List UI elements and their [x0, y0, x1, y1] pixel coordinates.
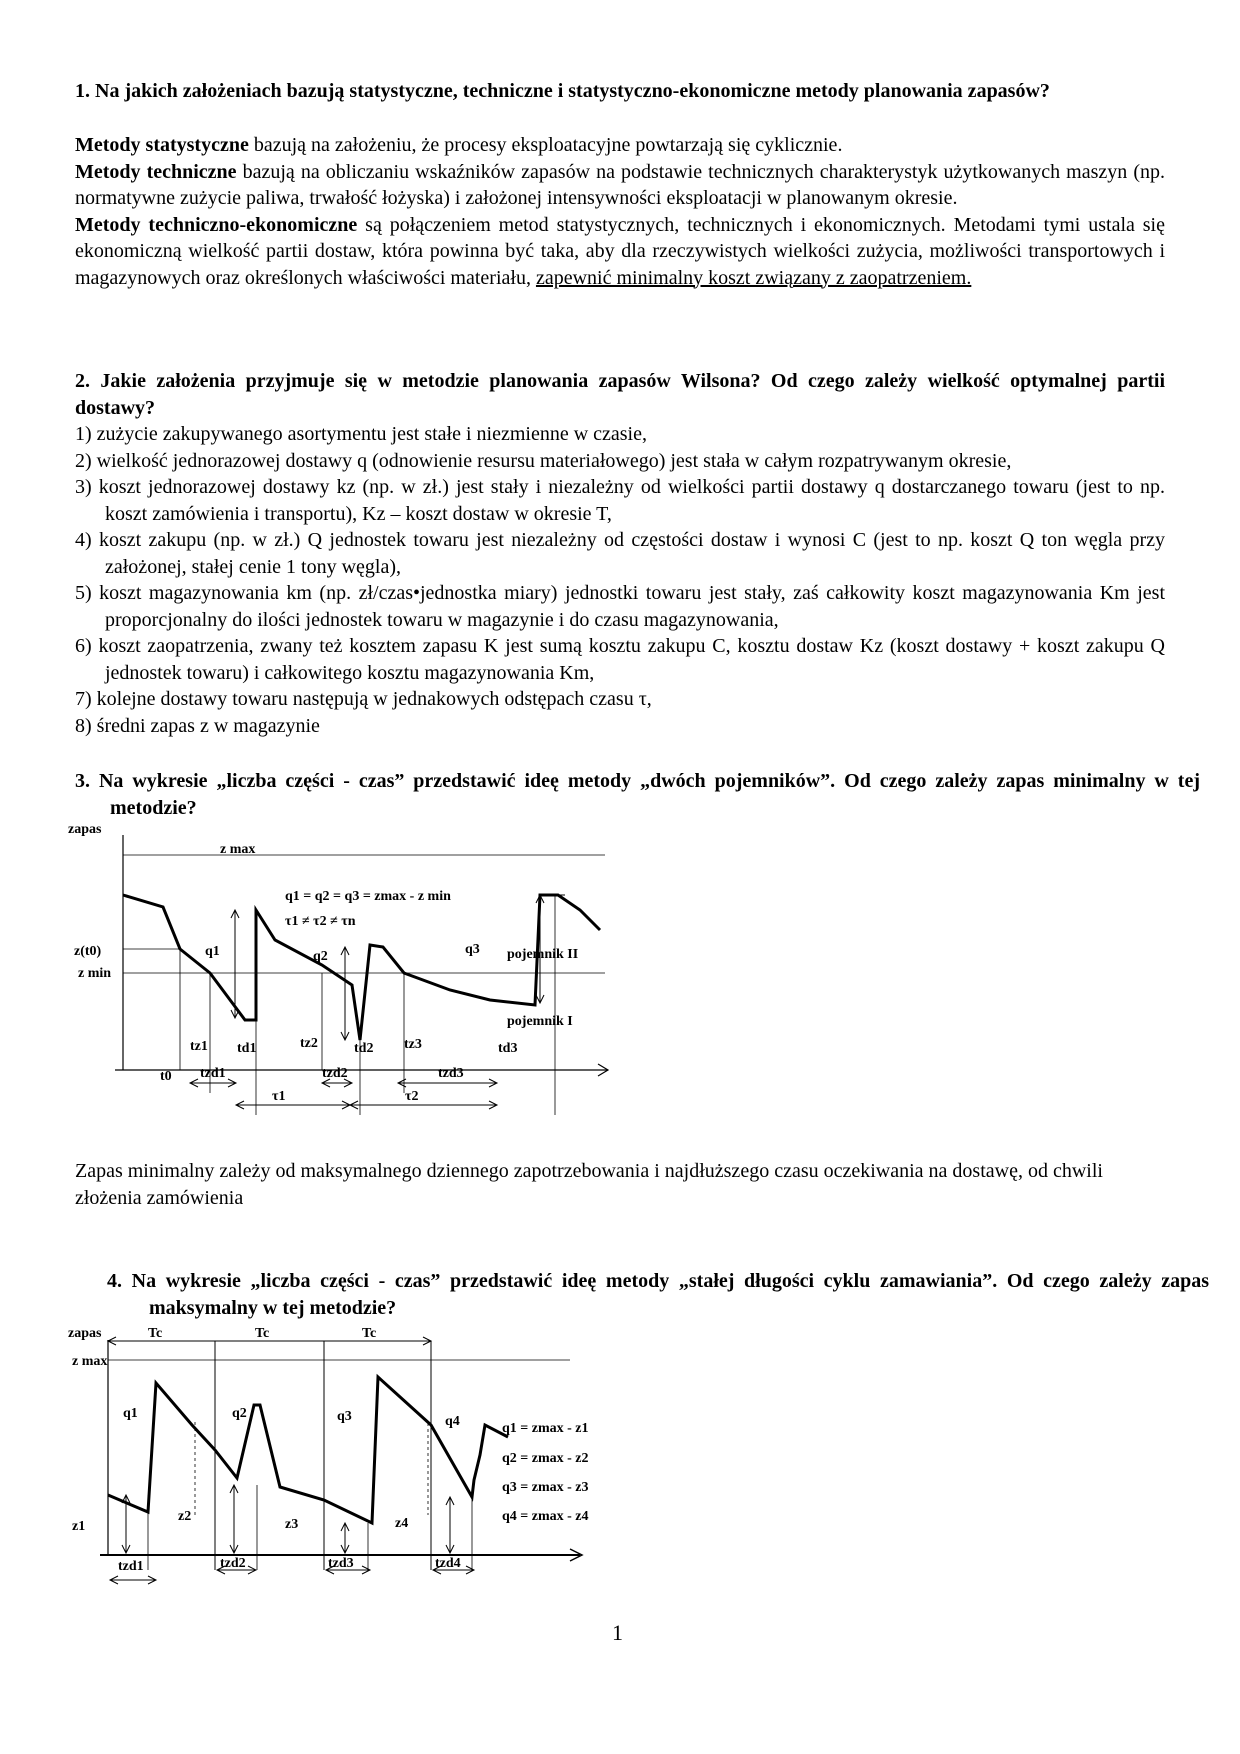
td3-label: td3	[498, 1041, 518, 1056]
tc-label: Tc	[148, 1326, 163, 1341]
question-3-title: 3. Na wykresie „liczba części - czas” przedstawić ideę metody „dwóch pojemników”. Od czego zależy zapas minimalny w tej metodzie?	[75, 770, 1200, 819]
assumption-item: 5) koszt magazynowania km (np. zł/czas•jednostka miary) jednostki towaru jest stały, zaś całkowity koszt magazynowania Km jest proporcjonalny do ilości jednostek towaru w magazynie i do czasu magazynowania,	[75, 582, 1165, 631]
tau1-label: τ1	[272, 1089, 286, 1104]
pojemnik-ii-label: pojemnik II	[507, 947, 579, 962]
wilson-assumptions-list	[75, 421, 1165, 739]
assumption-item: 4) koszt zakupu (np. w zł.) Q jednostek towaru jest niezależny od częstości dostaw i wynosi C (jest to np. koszt Q ton węgla przy założonej, stałej cenie 1 tony węgla),	[75, 529, 1165, 578]
pojemnik-i-label: pojemnik I	[507, 1014, 573, 1029]
q3-answer: Zapas minimalny zależy od maksymalnego dziennego zapotrzebowania i najdłuższego czasu oczekiwania na dostawę, od chwili złożenia zamówienia	[75, 1160, 1103, 1209]
q3-label: q3	[337, 1409, 352, 1424]
assumption-item: 8) średni zapas z w magazynie	[75, 714, 320, 737]
q4-label: q4	[445, 1414, 460, 1429]
zmax-label: z max	[220, 842, 256, 857]
z3-label: z3	[285, 1517, 299, 1532]
q-equality-formula: q1 = q2 = q3 = zmax - z min	[285, 889, 451, 904]
q3-label: q3	[465, 942, 480, 957]
assumption-item: 1) zużycie zakupywanego asortymentu jest stałe i niezmienne w czasie,	[75, 423, 647, 445]
zt0-label: z(t0)	[74, 944, 102, 959]
tc-label: Tc	[255, 1326, 270, 1341]
two-bins-chart	[60, 815, 660, 1135]
q-formula: q1 = zmax - z1	[502, 1421, 589, 1436]
q-formula: q4 = zmax - z4	[502, 1509, 589, 1524]
zmax-label: z max	[72, 1354, 108, 1369]
z4-label: z4	[395, 1516, 409, 1531]
tzd1-label: tzd1	[118, 1559, 144, 1574]
tz3-label: tz3	[404, 1037, 422, 1052]
question-1-title: 1. Na jakich założeniach bazują statystyczne, techniczne i statystyczno-ekonomiczne metody planowania zapasów?	[75, 80, 1050, 102]
z2-label: z2	[178, 1509, 192, 1524]
techno-economic-methods-paragraph: Metody techniczno-ekonomiczne są połączeniem metod statystycznych, technicznych i ekonomicznych. Metodami tymi ustala się ekonomiczną wielkość partii dostaw, która powinna być taka, aby dla rzeczywistych wielkości zużycia, możliwości transportowych i magazynowych oraz określonych właściwości materiału, zapewnić minimalny koszt związany z zaopatrzeniem.	[75, 213, 1165, 289]
q1-answer	[75, 132, 1165, 291]
axis-ylabel: zapas	[68, 1326, 102, 1341]
td1-label: td1	[237, 1041, 257, 1056]
q1-label: q1	[123, 1406, 138, 1421]
tzd2-label: tzd2	[322, 1066, 348, 1081]
q-formula: q3 = zmax - z3	[502, 1480, 589, 1495]
statistical-methods-paragraph: Metody statystyczne bazują na założeniu, że procesy eksploatacyjne powtarzają się cyklicznie.	[75, 134, 843, 156]
t0-label: t0	[160, 1069, 172, 1084]
assumption-item: 2) wielkość jednorazowej dostawy q (odnowienie resursu materiałowego) jest stała w całym rozpatrywanym okresie,	[75, 449, 1012, 472]
td2-label: td2	[354, 1041, 374, 1056]
page-number: 1	[612, 1620, 623, 1645]
q2-label: q2	[313, 949, 328, 964]
tau-inequality-formula: τ1 ≠ τ2 ≠ τn	[285, 914, 356, 929]
zmin-label: z min	[78, 966, 112, 981]
tzd3-label: tzd3	[438, 1066, 464, 1081]
fixed-cycle-chart	[60, 1315, 680, 1615]
z1-label: z1	[72, 1519, 86, 1534]
assumption-item: 3) koszt jednorazowej dostawy kz (np. w zł.) jest stały i niezależny od wielkości partii dostawy q dostarczanego towaru (jest to np. koszt zamówienia i transportu), Kz – koszt dostaw w okresie T,	[75, 476, 1165, 525]
q1-label: q1	[205, 944, 220, 959]
tzd4-label: tzd4	[435, 1556, 461, 1571]
tz1-label: tz1	[190, 1039, 208, 1054]
q2-label: q2	[232, 1406, 247, 1421]
assumption-item: 7) kolejne dostawy towaru następują w jednakowych odstępach czasu τ,	[75, 688, 652, 710]
q-formula: q2 = zmax - z2	[502, 1451, 589, 1466]
axis-ylabel: zapas	[68, 822, 102, 837]
tzd1-label: tzd1	[200, 1066, 226, 1081]
tc-label: Tc	[362, 1326, 377, 1341]
technical-methods-paragraph: Metody techniczne bazują na obliczaniu wskaźników zapasów na podstawie technicznych charakterystyk użytkowanych maszyn (np. normatywne zużycie paliwa, trwałość łożyska) i założonej intensywności eksploatacji w planowanym okresie.	[75, 160, 1165, 209]
assumption-item: 6) koszt zaopatrzenia, zwany też kosztem zapasu K jest sumą kosztu zakupu C, kosztu dostaw Kz (koszt dostawy + koszt zakupu Q jednostek towaru) i całkowitego kosztu magazynowania Km,	[75, 635, 1165, 684]
tzd3-label: tzd3	[328, 1556, 354, 1571]
tzd2-label: tzd2	[220, 1556, 246, 1571]
tz2-label: tz2	[300, 1036, 318, 1051]
question-2-title: 2. Jakie założenia przyjmuje się w metodzie planowania zapasów Wilsona? Od czego zależy wielkość optymalnej partii dostawy?	[75, 370, 1165, 419]
question-4-title: 4. Na wykresie „liczba części - czas” przedstawić ideę metody „stałej długości cyklu zamawiania”. Od czego zależy zapas maksymalny w tej metodzie?	[107, 1270, 1209, 1319]
tau2-label: τ2	[405, 1089, 419, 1104]
